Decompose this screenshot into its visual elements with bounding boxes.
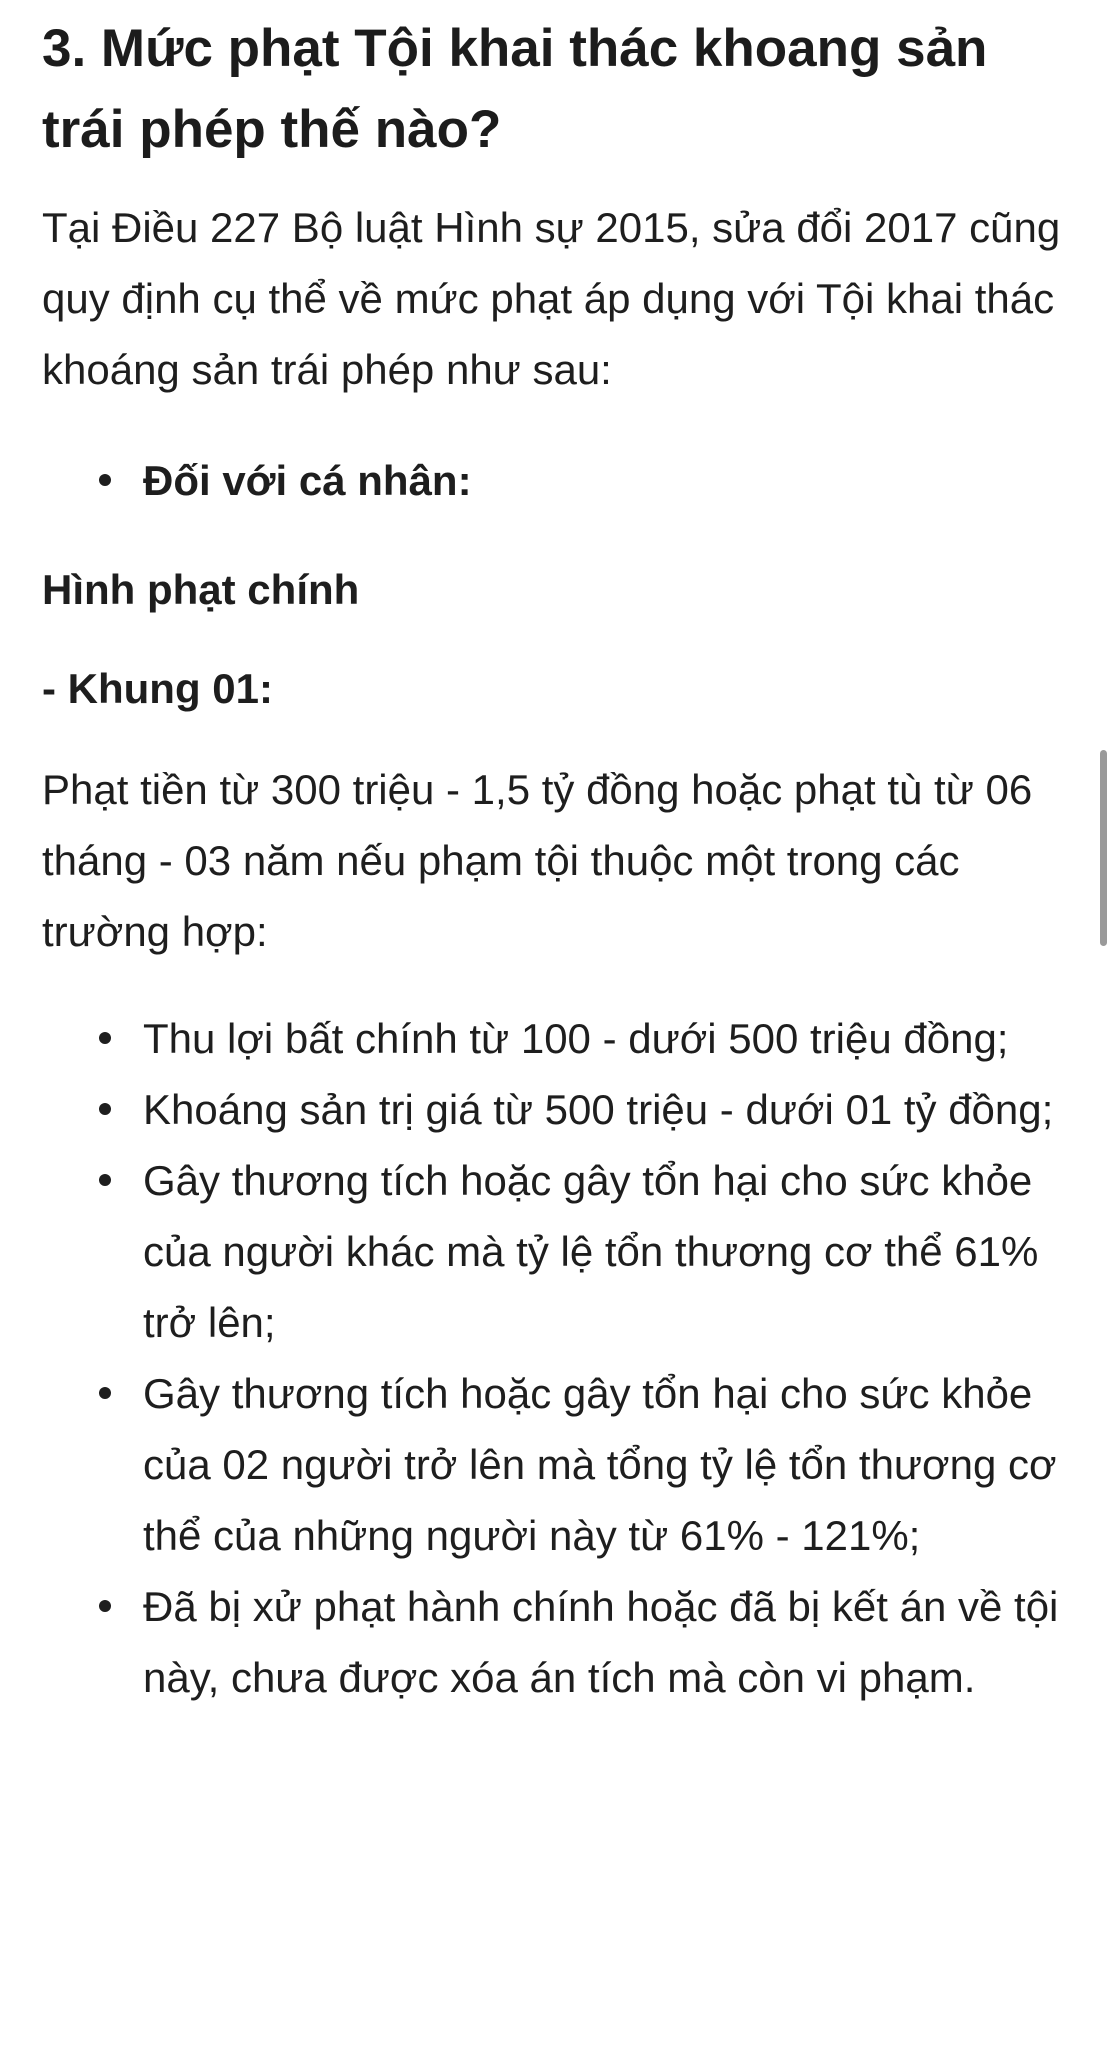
- bullet-dot-icon: [99, 1600, 111, 1612]
- case-text: Thu lợi bất chính từ 100 - dưới 500 triệu đồng;: [143, 1015, 1009, 1062]
- list-item: [42, 445, 1062, 516]
- case-text: Gây thương tích hoặc gây tổn hại cho sức khỏe của người khác mà tỷ lệ tổn thương cơ thể 61% trở lên;: [143, 1157, 1039, 1346]
- section-heading: 3. Mức phạt Tội khai thác khoang sản trái phép thế nào?: [42, 19, 988, 159]
- main-penalty-heading: Hình phạt chính: [42, 566, 360, 613]
- list-item: [42, 1145, 1062, 1358]
- case-text: Khoáng sản trị giá từ 500 triệu - dưới 01 tỷ đồng;: [143, 1086, 1054, 1133]
- bullet-dot-icon: [99, 1032, 111, 1044]
- vertical-scrollbar[interactable]: [1100, 750, 1107, 946]
- frame-description: Phạt tiền từ 300 triệu - 1,5 tỷ đồng hoặc phạt tù từ 06 tháng - 03 năm nếu phạm tội thuộc một trong các trường hợp:: [42, 766, 1033, 955]
- frame-label: - Khung 01:: [42, 665, 273, 712]
- bullet-dot-icon: [99, 1387, 111, 1399]
- case-text: Đã bị xử phạt hành chính hoặc đã bị kết án về tội này, chưa được xóa án tích mà còn vi phạm.: [143, 1583, 1059, 1701]
- subject-list: [42, 445, 1062, 516]
- cases-list: [42, 1003, 1062, 1713]
- bullet-dot-icon: [99, 474, 111, 486]
- list-item: [42, 1074, 1062, 1145]
- list-item: [42, 1003, 1062, 1074]
- list-item: [42, 1358, 1062, 1571]
- list-item: [42, 1571, 1062, 1713]
- bullet-dot-icon: [99, 1103, 111, 1115]
- intro-paragraph: Tại Điều 227 Bộ luật Hình sự 2015, sửa đổi 2017 cũng quy định cụ thể về mức phạt áp dụng với Tội khai thác khoáng sản trái phép như sau:: [42, 204, 1061, 393]
- subject-label: Đối với cá nhân:: [143, 457, 472, 504]
- case-text: Gây thương tích hoặc gây tổn hại cho sức khỏe của 02 người trở lên mà tổng tỷ lệ tổn thương cơ thể của những người này từ 61% - 121%;: [143, 1370, 1057, 1559]
- bullet-dot-icon: [99, 1174, 111, 1186]
- article-content: [42, 0, 1062, 1713]
